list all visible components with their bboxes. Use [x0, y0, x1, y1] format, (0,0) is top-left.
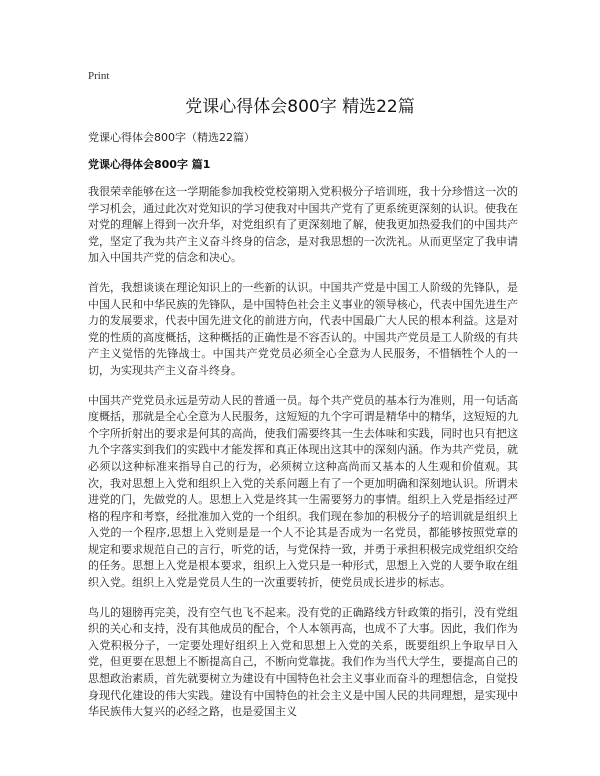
section-heading: 党课心得体会800字 篇1	[88, 158, 211, 171]
paragraph-4: 鸟儿的翅膀再完美，没有空气也飞不起来。没有党的正确路线方针政策的指引，没有党组织的关心和支持，没有其他成员的配合，个人本领再高，也成不了大事。因此，我们作为入党积极分子，一定要处理好组织上入党和思想上入党的关系，既要组织上争取早日入党，但更要在思想上不断提高自己，不断向党靠拢。我们作为当代大学生，要提高自己的思想政治素质，首先就要树立为建设有中国特色社会主义事业而奋斗的理想信念，自觉投身现代化建设的伟大实践。建设有中国特色的社会主义是中国人民的共同理想，是实现中华民族伟大复兴的必经之路，也是爱国主义	[88, 605, 518, 719]
paragraph-3: 中国共产党党员永远是劳动人民的普通一员。每个共产党员的基本行为准则，用一句话高度概括，那就是全心全意为人民服务，这短短的九个字可谓是精华中的精华，这短短的九个字所折射出的要求是何其的高尚，使我们需要终其一生去体味和实践，同时也只有把这九个字落实到我们的实践中才能发挥和真正体现出这其中的深刻内涵。作为共产党员，就必须以这种标准来指导自己的行为，必须树立这种高尚而又基本的人生观和价值观。其次，我对思想上入党和组织上入党的关系问题上有了一个更加明确和深刻地认识。所谓未进党的门，先做党的人。思想上入党是终其一生需要努力的事情。组织上入党是指经过严格的程序和考察，经批准加入党的一个组织。我们现在参加的积极分子的培训就是组织上入党的一个程序,思想上入党则是是一个人不论其是否成为一名党员，都能够按照党章的规定和要求规范自己的言行，听党的话，与党保持一致，并勇于承担积极完成党组织交给的任务。思想上入党是根本要求，组织上入党只是一种形式，思想上入党的人要争取在组织入党。组织上入党是党员人生的一次重要转折，使党员成长进步的标志。	[88, 393, 518, 590]
paragraph-1: 我很荣幸能够在这一学期能参加我校党校第期入党积极分子培训班，我十分珍惜这一次的学习机会，通过此次对党知识的学习使我对中国共产党有了更系统更深刻的认识。使我在对党的理解上得到一次升华，对党组织有了更深刻地了解，使我更加热爱我们的中国共产党，坚定了我为共产主义奋斗终身的信念，是对我思想的一次洗礼。从而更坚定了我申请加入中国共产党的信念和决心。	[88, 185, 518, 265]
paragraph-2: 首先，我想谈谈在理论知识上的一些新的认识。中国共产党是中国工人阶级的先锋队，是中国人民和中华民族的先锋队，是中国特色社会主义事业的领导核心，代表中国先进生产力的发展要求，代表中国先进文化的前进方向，代表中国最广大人民的根本利益。这是对党的性质的高度概括，这种概括的正确性是不容否认的。中国共产党员是工人阶级的有共产主义觉悟的先锋战士。中国共产党党员必须全心全意为人民服务，不惜牺牲个人的一切，为实现共产主义奋斗终身。	[88, 280, 518, 377]
page-title: 党课心得体会800字 精选22篇	[185, 97, 415, 117]
document-subtitle: 党课心得体会800字（精选22篇）	[88, 131, 255, 144]
article-body	[88, 184, 518, 734]
print-link[interactable]: Print	[88, 70, 110, 82]
